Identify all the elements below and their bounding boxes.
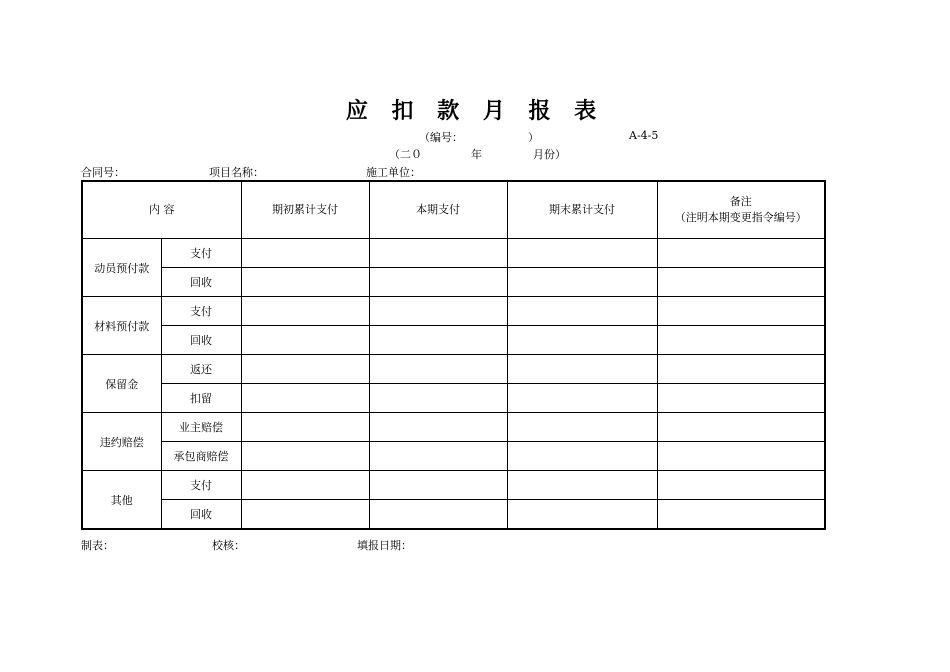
contract-number-label: 合同号： (81, 166, 125, 179)
cell-remarks[interactable] (657, 413, 825, 442)
cell-opening[interactable] (241, 500, 369, 530)
group-label: 违约赔偿 (82, 413, 161, 471)
cell-closing[interactable] (507, 326, 657, 355)
table-row (82, 413, 825, 442)
cell-opening[interactable] (241, 326, 369, 355)
cell-remarks[interactable] (657, 384, 825, 413)
row-label: 扣留 (161, 384, 241, 413)
cell-closing[interactable] (507, 442, 657, 471)
report-date-label: 填报日期： (357, 539, 412, 552)
table-row (82, 500, 825, 530)
cell-remarks[interactable] (657, 268, 825, 297)
cell-current[interactable] (369, 471, 507, 500)
cell-remarks[interactable] (657, 297, 825, 326)
period-prefix: （二０ (389, 148, 422, 161)
cell-opening[interactable] (241, 239, 369, 268)
table-row (82, 239, 825, 268)
cell-opening[interactable] (241, 413, 369, 442)
header-remarks (657, 181, 825, 239)
cell-opening[interactable] (241, 471, 369, 500)
cell-opening[interactable] (241, 384, 369, 413)
cell-current[interactable] (369, 500, 507, 530)
checked-by-label: 校核： (212, 539, 245, 552)
cell-closing[interactable] (507, 384, 657, 413)
cell-current[interactable] (369, 413, 507, 442)
table-header-row (82, 181, 825, 239)
period-month: 月份） (533, 148, 566, 161)
cell-closing[interactable] (507, 355, 657, 384)
cell-current[interactable] (369, 297, 507, 326)
row-label: 支付 (161, 239, 241, 268)
row-label: 回收 (161, 500, 241, 530)
cell-opening[interactable] (241, 297, 369, 326)
row-label: 支付 (161, 471, 241, 500)
remarks-note: （注明本期变更指令编号） (674, 211, 807, 224)
table-row (82, 384, 825, 413)
row-label: 返还 (161, 355, 241, 384)
row-label: 回收 (161, 326, 241, 355)
cell-current[interactable] (369, 355, 507, 384)
cell-closing[interactable] (507, 297, 657, 326)
remarks-label: 备注 (729, 195, 752, 208)
group-label: 材料预付款 (82, 297, 161, 355)
header-current-payment: 本期支付 (369, 181, 507, 239)
cell-remarks[interactable] (657, 326, 825, 355)
table-row (82, 355, 825, 384)
header-opening-cumulative: 期初累计支付 (241, 181, 369, 239)
group-label: 动员预付款 (82, 239, 161, 297)
table-row (82, 442, 825, 471)
row-label: 支付 (161, 297, 241, 326)
cell-closing[interactable] (507, 268, 657, 297)
contractor-label: 施工单位： (366, 166, 421, 179)
header-closing-cumulative: 期末累计支付 (507, 181, 657, 239)
header-content: 内 容 (82, 181, 241, 239)
table-row (82, 471, 825, 500)
project-name-label: 项目名称： (209, 166, 264, 179)
cell-remarks[interactable] (657, 442, 825, 471)
table-row (82, 326, 825, 355)
page-title: 应 扣 款 月 报 表 (345, 98, 605, 124)
cell-closing[interactable] (507, 500, 657, 530)
group-label: 保留金 (82, 355, 161, 413)
cell-current[interactable] (369, 268, 507, 297)
cell-current[interactable] (369, 239, 507, 268)
group-label: 其他 (82, 471, 161, 530)
serial-label: （编号： (419, 131, 463, 144)
cell-current[interactable] (369, 326, 507, 355)
period-year: 年 (471, 148, 482, 161)
cell-opening[interactable] (241, 442, 369, 471)
form-code: A-4-5 (629, 129, 659, 142)
table-row (82, 297, 825, 326)
cell-remarks[interactable] (657, 239, 825, 268)
cell-remarks[interactable] (657, 471, 825, 500)
cell-current[interactable] (369, 442, 507, 471)
serial-close: ） (528, 131, 539, 144)
cell-closing[interactable] (507, 239, 657, 268)
row-label: 业主赔偿 (161, 413, 241, 442)
cell-closing[interactable] (507, 413, 657, 442)
cell-remarks[interactable] (657, 355, 825, 384)
cell-current[interactable] (369, 384, 507, 413)
cell-opening[interactable] (241, 355, 369, 384)
row-label: 承包商赔偿 (161, 442, 241, 471)
cell-opening[interactable] (241, 268, 369, 297)
cell-closing[interactable] (507, 471, 657, 500)
table-row (82, 268, 825, 297)
deduction-table (81, 180, 826, 530)
row-label: 回收 (161, 268, 241, 297)
prepared-by-label: 制表： (81, 539, 114, 552)
cell-remarks[interactable] (657, 500, 825, 530)
